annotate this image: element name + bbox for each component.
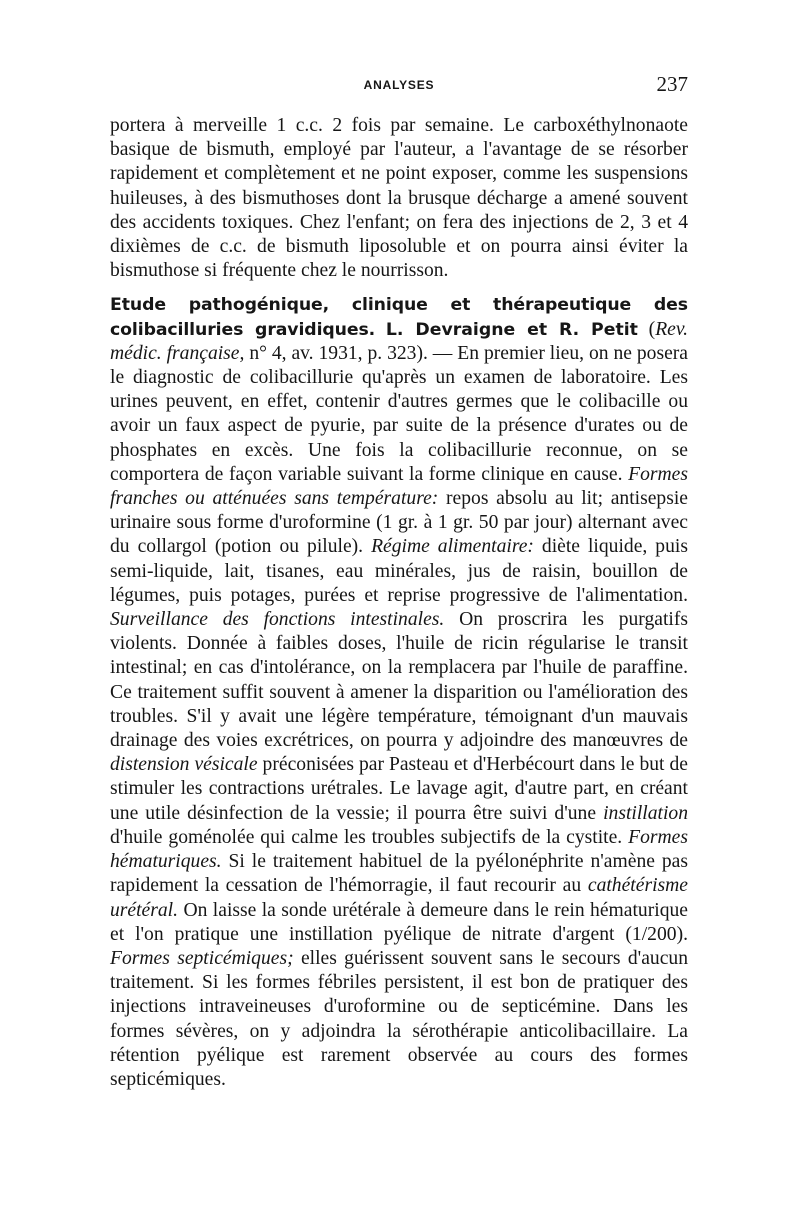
article-title: Etude pathogénique, clinique et thérapeutique des colibacilluries gravidiques.	[110, 295, 688, 340]
text-segment: Si le traitement habituel de la pyélonéphrite n'amène pas rapidement la cessation de l'hémorragie, il faut recourir au	[110, 851, 688, 897]
italic-term: instillation	[603, 802, 688, 824]
reference-details: n° 4, av. 1931, p. 323).	[244, 342, 428, 364]
text-segment: On proscrira les purgatifs violents. Donnée à faibles doses, l'huile de ricin régularise le transit intestinal; en cas d'intolérance, on la remplacera par l'huile de paraffine. Ce traitement suffit souvent à amener la disparition ou l'amélioration des troubles. S'il y avait une légère température, témoignant d'un mauvais drainage des voies excrétrices, on pourra y adjoindre des manœuvres de	[110, 609, 688, 752]
italic-heading: Surveillance des fonctions intestinales.	[110, 609, 445, 631]
italic-term: cathétérisme urétéral.	[110, 875, 688, 921]
italic-term: distension vésicale	[110, 754, 258, 776]
text-segment: diète liquide, puis semi-liquide, lait, tisanes, eau minérales, jus de raisin, bouillon de légumes, puis potages, purées et reprise progressive de l'alimentation.	[110, 536, 688, 606]
article-authors: L. Devraigne et R. Petit	[385, 319, 638, 340]
running-head	[110, 72, 688, 102]
italic-heading: Formes franches ou atténuées sans température:	[110, 463, 688, 510]
reference-open: (	[637, 318, 656, 340]
text-segment: préconisées par Pasteau et d'Herbécourt dans le but de stimuler les contractions urétrales. Le lavage agit, d'autre part, en créant une utile désinfection de la vessie; il pourra être suivi d'une	[110, 754, 688, 824]
page-number: 237	[656, 72, 688, 96]
italic-heading: Formes septicémiques;	[110, 947, 294, 969]
running-title: ANALYSES	[363, 78, 435, 92]
italic-heading: Régime alimentaire:	[371, 536, 534, 558]
journal-name: Rev. médic. française,	[110, 318, 688, 364]
paragraph-continuation: portera à merveille 1 c.c. 2 fois par semaine. Le carboxéthylnonaote basique de bismuth, employé par l'auteur, a l'avantage de se résorber rapidement et complètement et ne point exposer, comme les suspensions huileuses, à des bismuthoses dont la brusque décharge a amené souvent des accidents toxiques. Chez l'enfant; on fera des injections de 2, 3 et 4 dixièmes de c.c. de bismuth liposoluble et on pourra ainsi éviter la bismuthose si fréquente chez le nourrisson.	[110, 115, 688, 282]
italic-heading: Formes hématuriques.	[110, 826, 688, 873]
article-abstract	[110, 293, 688, 1092]
body-text	[110, 114, 688, 1092]
text-segment: elles guérissent souvent sans le secours d'aucun traitement. Si les formes fébriles persistent, il est bon de pratiquer des injections intraveineuses d'uroformine ou de septicémine. Dans les formes sévères, on y adjoindra la sérothérapie anticolibacillaire. La rétention pyélique est rarement observée au cours des formes septicémiques.	[110, 947, 688, 1090]
text-segment: repos absolu au lit; antisepsie urinaire sous forme d'uroformine (1 gr. à 1 gr. 50 par jour) alternant avec du collargol (potion ou pilule).	[110, 488, 688, 558]
text-segment: d'huile goménolée qui calme les troubles subjectifs de la cystite.	[110, 826, 629, 848]
text-segment: On laisse la sonde urétérale à demeure dans le rein hématurique et l'on pratique une instillation pyélique de nitrate d'argent (1/200).	[110, 899, 688, 945]
page	[110, 72, 688, 1092]
text-segment: — En premier lieu, on ne posera le diagnostic de colibacillurie qu'après un examen de laboratoire. Les urines peuvent, en effet, contenir d'autres germes que le colibacille ou avoir un faux aspect de pyurie, par suite de la présence d'urates ou de phosphates en excès. Une fois la colibacillurie reconnue, on se comportera de façon variable suivant la forme clinique en cause.	[110, 342, 689, 485]
